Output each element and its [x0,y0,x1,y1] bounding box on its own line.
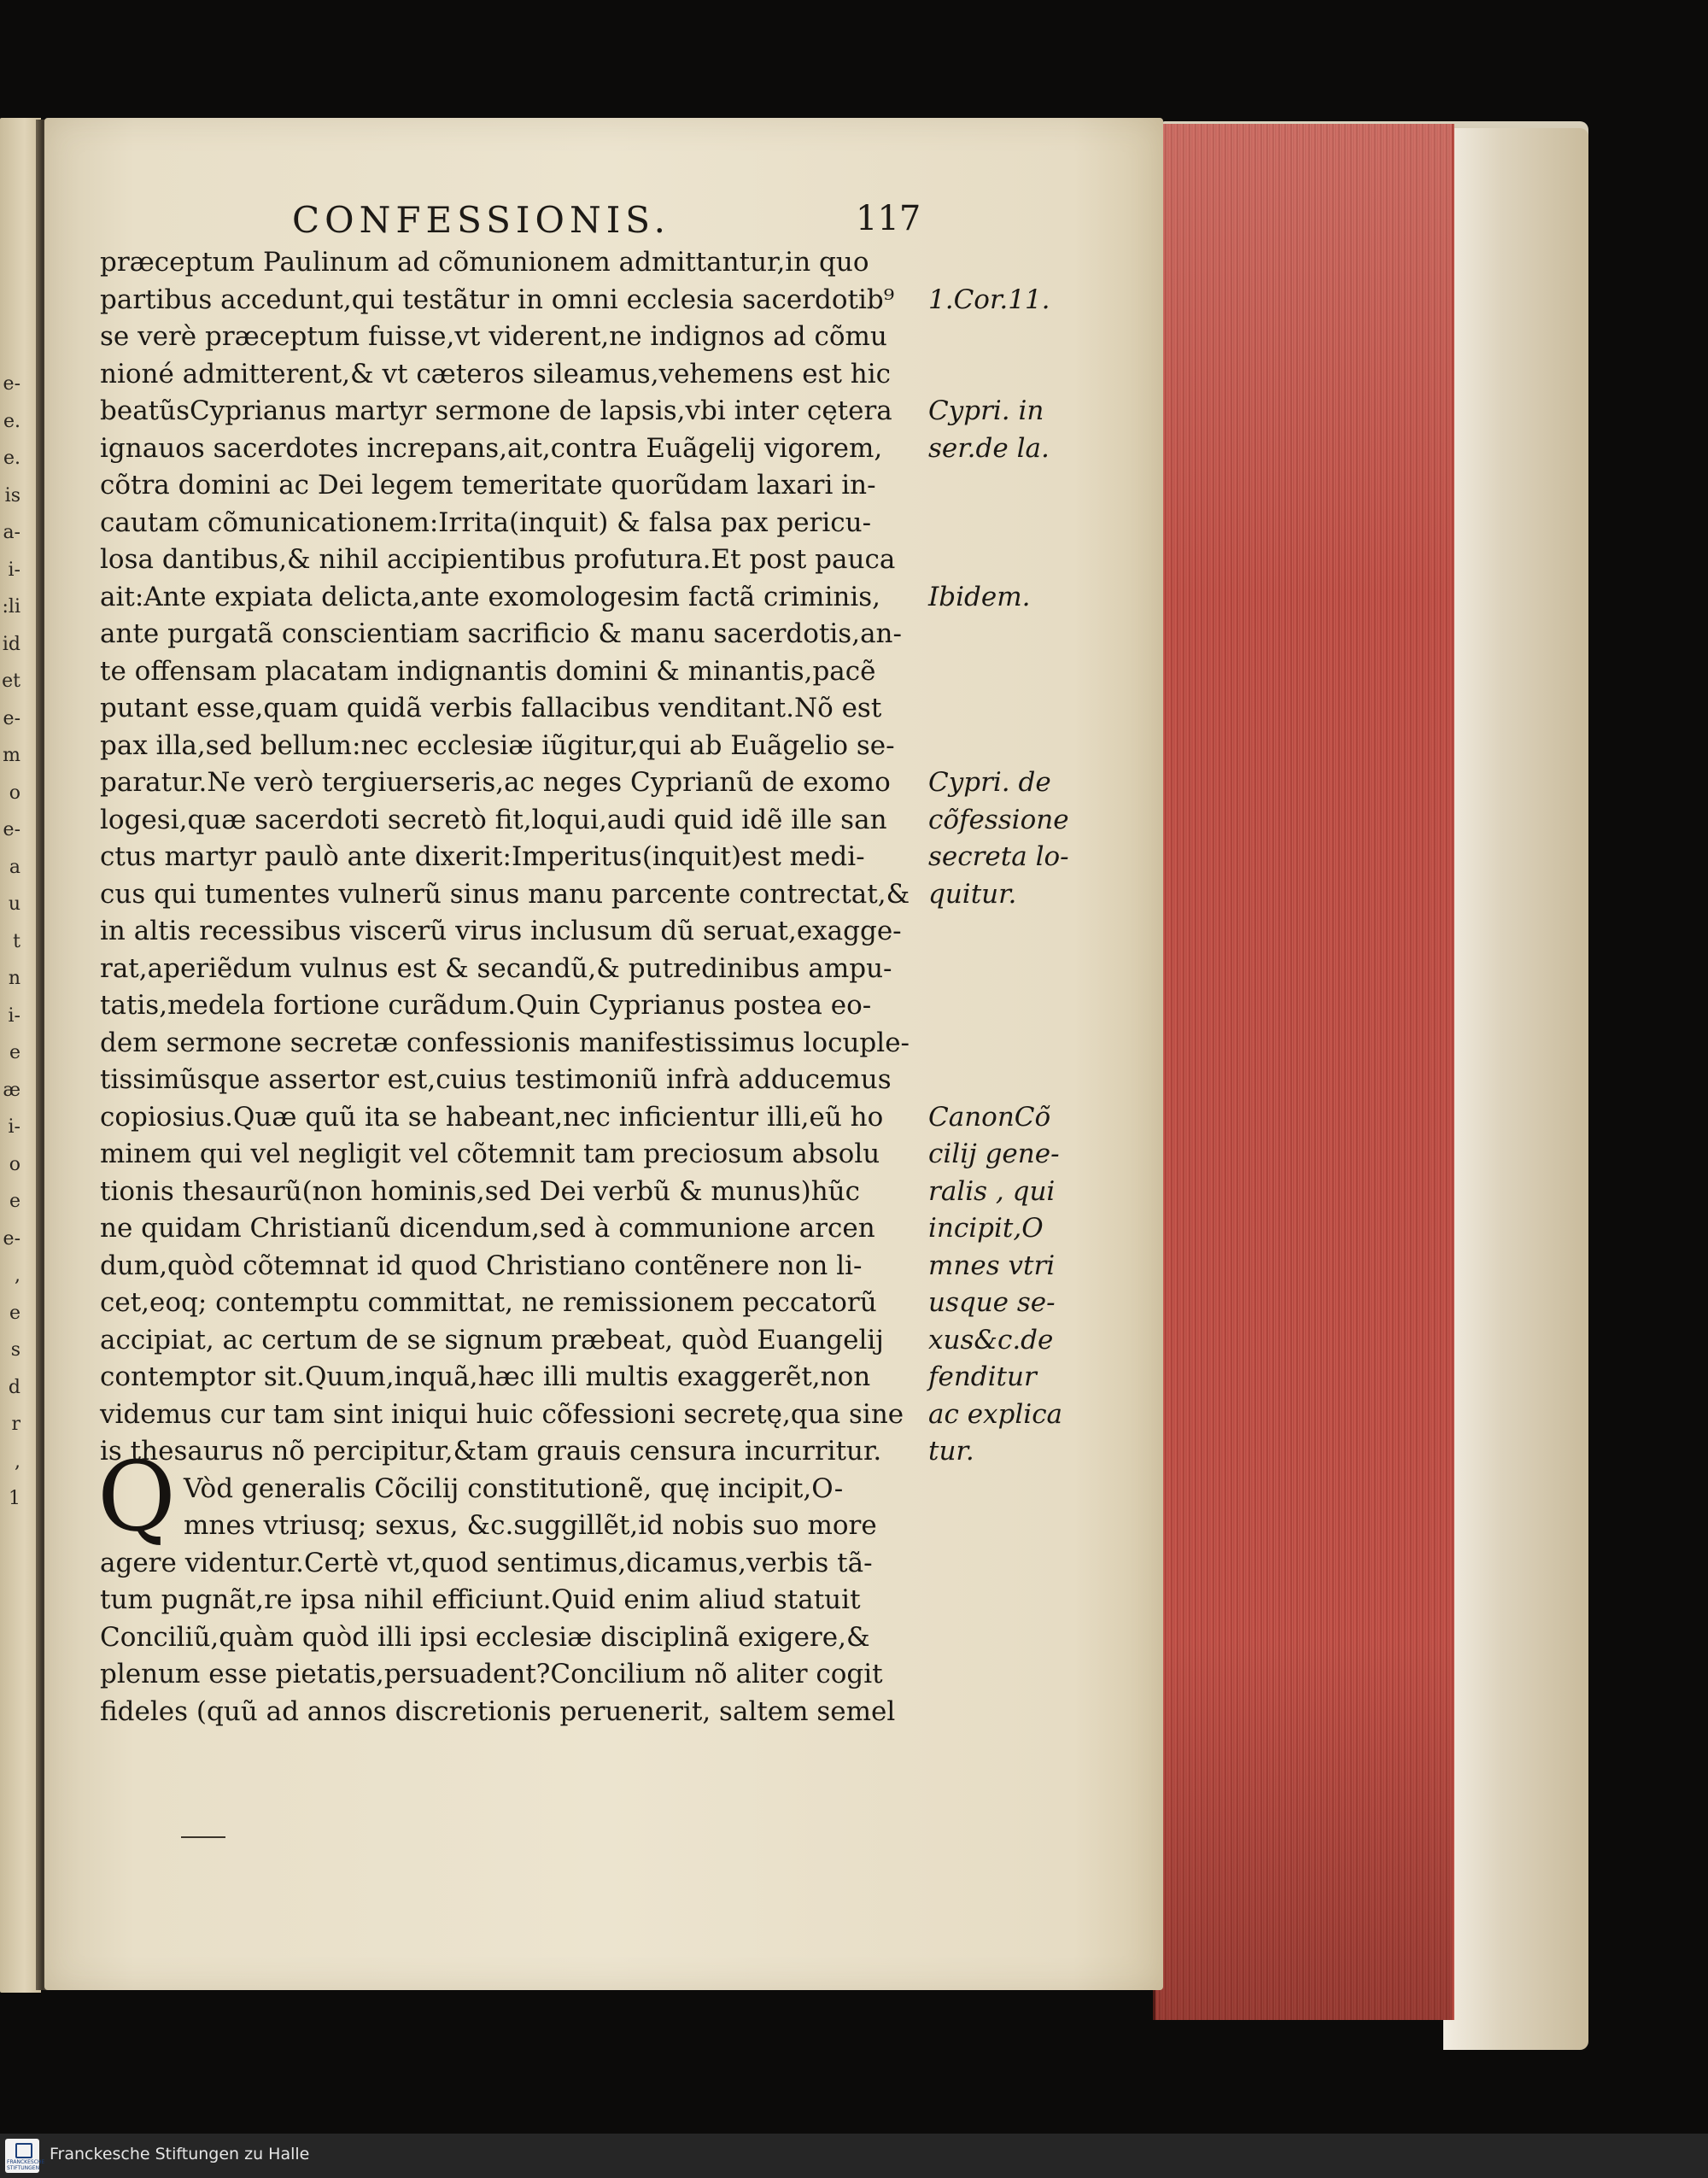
left-page-fragment: o [9,1153,20,1175]
text-line: fideles (quũ ad annos discretionis peruenerit, saltem semel [100,1695,896,1727]
text-line: copiosius.Quæ quũ ita se habeant,nec inficientur illi,eũ ho [100,1101,884,1133]
marginal-note-line: ac explica [928,1398,1063,1430]
marginal-note-line: ser.de la. [928,432,1050,464]
text-line: contemptor sit.Quum,inquã,hæc illi multis exaggerẽt,non [100,1361,871,1392]
marginal-note [928,1099,1062,1471]
marginal-note-line: Ibidem. [928,581,1031,612]
text-line: tionis thesaurũ(non hominis,sed Dei verbũ & munus)hũc [100,1175,861,1207]
left-page-fragment: e [9,1042,20,1063]
text-line: ignauos sacerdotes increpans,ait,contra Euãgelij vigorem, [100,432,883,464]
left-page-fragment: e [9,1191,20,1212]
text-line: tatis,medela fortione curãdum.Quin Cyprianus postea eo- [100,990,872,1021]
text-line: se verè præceptum fuisse,vt viderent,ne indignos ad cõmu [100,321,887,352]
text-line: beatũsCyprianus martyr sermone de lapsis,vbi inter cętera [100,395,892,426]
book-page [44,118,1163,1990]
marginal-note-line: incipit,O [928,1213,1044,1244]
text-line: plenum esse pietatis,persuadent?Concilium nõ aliter cogit [100,1659,883,1689]
marginal-note-line: usque se- [928,1287,1056,1318]
text-line: pax illa,sed bellum:nec ecclesiæ iũgitur,qui ab Euãgelio se- [100,729,895,761]
text-line: cet,eoq; contemptu committat, ne remissionem peccatorũ [100,1287,877,1318]
drop-capital: Q [97,1442,176,1553]
text-line: ante purgatã conscientiam sacrificio & manu sacerdotis,an- [100,618,902,649]
left-page-fragment: s [10,1339,20,1361]
text-line: dum,quòd cõtemnat id quod Christiano contẽnere non li- [100,1250,863,1281]
text-line: cus qui tumentes vulnerũ sinus manu parcente contrectat,& [100,878,910,910]
marginal-note-line: mnes vtri [928,1250,1056,1281]
left-page-fragment: e- [3,1227,20,1250]
text-line: partibus accedunt,qui testãtur in omni ecclesia sacerdotib⁹ [100,284,895,315]
marginal-note [928,579,1030,617]
running-head: CONFESSIONIS. [292,199,670,241]
text-line: minem qui vel negligit vel cõtemnit tam preciosum absolu [100,1139,880,1169]
text-line: nioné admitterent,& vt cæteros sileamus,vehemens est hic [100,358,892,389]
left-page-fragment: æ [3,1079,20,1101]
text-line: cõtra domini ac Dei legem temeritate quorũdam laxari in- [100,470,876,501]
text-line: is thesaurus nõ percipitur,&tam grauis censura incurritur. [100,1436,882,1467]
left-page-fragment: e- [3,373,20,395]
left-page-fragment: et [2,670,20,692]
left-page-fragment: m [3,745,20,766]
text-line: tissimũsque assertor est,cuius testimoniũ infrà adducemus [100,1064,892,1095]
marginal-note-line: quitur. [928,878,1017,910]
left-page-fragment: r [11,1414,20,1435]
left-page-fragment: i- [8,1004,20,1027]
left-page-fragment: :li [2,596,20,618]
left-page-fragment: 1 [9,1488,20,1509]
text-line: præceptum Paulinum ad cõmunionem admittantur,in quo [100,247,869,278]
main-text-block [100,244,980,1730]
left-page-fragment: e- [3,819,20,840]
left-page-fragment: a- [3,522,20,543]
left-page-fragment: o [9,782,20,804]
page-edge-shading [1153,124,1452,2020]
text-line: dem sermone secretæ confessionis manifestissimus locuple- [100,1027,910,1058]
marginal-note-line: tur. [928,1436,974,1467]
institution-name: Franckesche Stiftungen zu Halle [50,2145,310,2163]
left-page-text-fragments [2,366,20,1561]
text-line: videmus cur tam sint iniqui huic cõfessioni secretę,qua sine [100,1398,904,1430]
left-page-fragment: i- [8,1116,20,1138]
left-page-fragment: e [9,1302,20,1324]
left-page-fragment: , [15,1265,20,1286]
text-line: mnes vtriusq; sexus, &c.suggillẽt,id nobis suo more [184,1510,877,1541]
marginal-note-line: fenditur [928,1361,1037,1392]
marginal-note-line: 1.Cor.11. [928,284,1050,315]
left-page-fragment: id [2,633,20,655]
text-line: ne quidam Christianũ dicendum,sed à communione arcen [100,1213,875,1244]
left-page-fragment: , [15,1450,20,1472]
left-page-fragment: t [13,930,20,952]
text-line: putant esse,quam quidã verbis fallacibus venditant.Nõ est [100,693,882,723]
text-line: paratur.Ne verò tergiuerseris,ac neges Cyprianũ de exomo [100,767,891,798]
text-line: logesi,quæ sacerdoti secretò fit,loqui,audi quid idẽ ille san [100,804,887,835]
text-line: losa dantibus,& nihil accipientibus profutura.Et post pauca [100,544,896,575]
left-page-edge [0,118,41,1993]
marginal-note-line: secreta lo- [928,841,1069,872]
text-line: in altis recessibus viscerũ virus inclusum dũ seruat,exagge- [100,916,902,946]
marginal-note-line: Cypri. de [928,767,1051,798]
text-line: agere videntur.Certè vt,quod sentimus,dicamus,verbis tã- [100,1547,873,1578]
page-number: 117 [856,199,921,238]
logo-text: FRANCKESCHE STIFTUNGEN [7,2159,45,2171]
marginal-note [928,393,1050,467]
text-line: ait:Ante expiata delicta,ante exomologesim factã criminis, [100,581,881,612]
logo-mark-icon [15,2143,32,2158]
marginal-note-line: cilij gene- [928,1139,1060,1169]
text-line: Conciliũ,quàm quòd illi ipsi ecclesiæ disciplinã exigere,& [100,1621,870,1653]
text-line: cautam cõmunicationem:Irrita(inquit) & falsa pax pericu- [100,506,872,538]
text-line: rat,aperiẽdum vulnus est & secandũ,& putredinibus ampu- [100,952,892,984]
text-line: Vòd generalis Cõcilij constitutionẽ, quę incipit,O- [184,1472,844,1504]
text-line: tum pugnãt,re ipsa nihil efficiunt.Quid enim aliud statuit [100,1584,861,1615]
marginal-note-line: cõfessione [928,804,1069,835]
text-line: ctus martyr paulò ante dixerit:Imperitus(inquit)est medi- [100,841,865,872]
institution-logo [5,2139,45,2173]
marginal-note-line: Cypri. in [928,395,1044,426]
marginal-note [928,282,1050,319]
marginal-note-line: ralis , qui [928,1175,1056,1207]
left-page-fragment: e. [3,410,20,432]
footer-rule [181,1836,225,1838]
left-page-fragment: u [8,893,20,915]
left-page-fragment: is [4,484,20,506]
left-page-fragment: d [8,1376,20,1398]
text-line: te offensam placatam indignantis domini & minantis,pacẽ [100,655,876,687]
left-page-fragment: i- [8,559,20,581]
left-page-fragment: e. [3,448,20,469]
marginal-note-line: CanonCõ [928,1101,1051,1133]
left-page-fragment: a [9,856,20,878]
footer-bar [0,2134,1708,2178]
marginal-note-line: xus&c.de [928,1324,1054,1355]
left-page-fragment: n [8,968,20,989]
text-line: accipiat, ac certum de se signum præbeat, quòd Euangelij [100,1324,884,1355]
left-page-fragment: e- [3,707,20,729]
vellum-cover [1443,128,1588,2050]
marginal-note [928,764,1069,913]
